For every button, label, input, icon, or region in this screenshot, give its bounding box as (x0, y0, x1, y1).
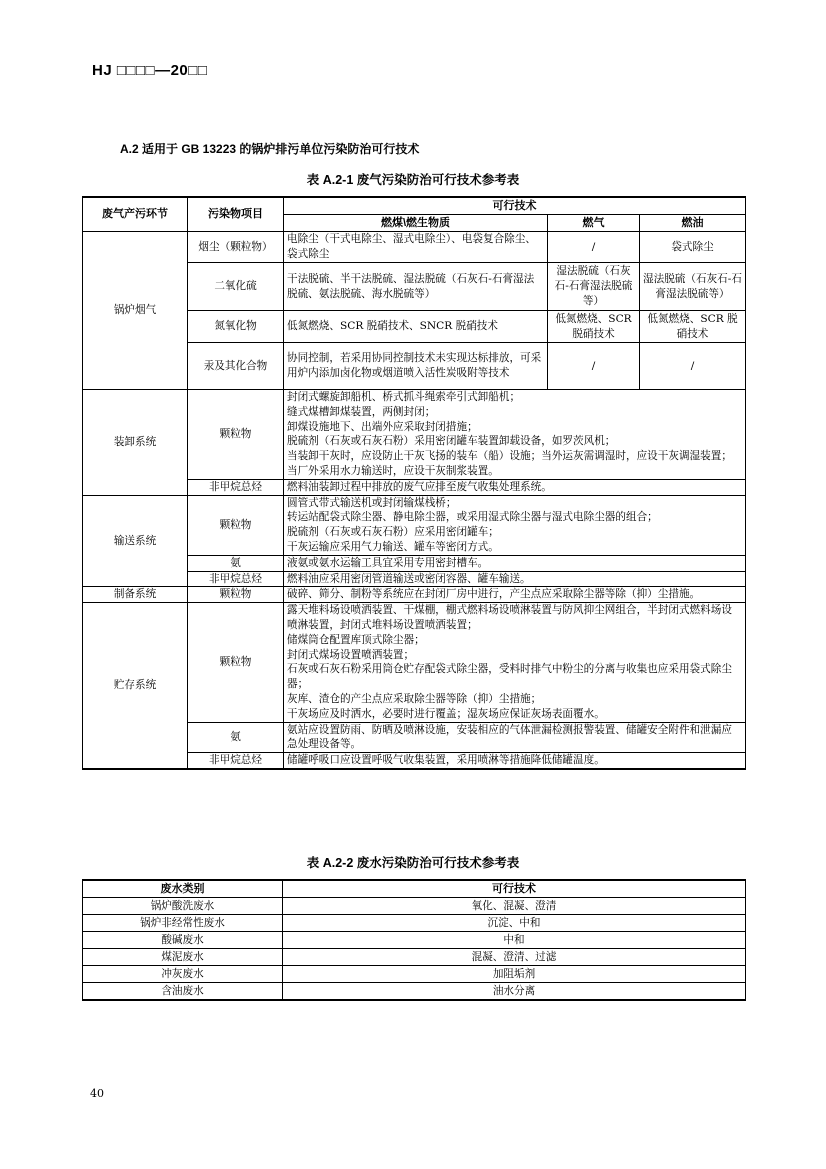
storage-nmhc-tech: 储罐呼吸口应设置呼吸气收集装置，采用喷淋等措施降低储罐温度。 (284, 753, 746, 769)
page-number: 40 (90, 1087, 104, 1100)
table2-caption: 表 A.2-2 废水污染防治可行技术参考表 (306, 856, 520, 870)
storage-nh3-tech: 氨站应设置防雨、防晒及喷淋设施，安装相应的气体泄漏检测报警装置、储罐安全附件和泄漏应急处理设备等。 (284, 722, 746, 753)
transport-nh3-tech: 液氨或氨水运输工具宜采用专用密封槽车。 (284, 555, 746, 571)
tech-nox-coal: 低氮燃烧、SCR 脱硝技术、SNCR 脱硝技术 (284, 311, 548, 343)
transport-pm-line: 脱硫剂（石灰或石灰石粉）应采用密闭罐车； (287, 526, 499, 539)
storage-nmhc-pollutant: 非甲烷总烃 (188, 753, 284, 769)
storage-pm-pollutant: 颗粒物 (188, 603, 284, 722)
transport-nh3-pollutant: 氨 (188, 555, 284, 571)
group-loading: 装卸系统 (83, 390, 188, 496)
transport-pm-line: 转运站配袋式除尘器、静电除尘器，或采用湿式除尘器与湿式电除尘器的组合； (287, 511, 658, 524)
transport-pm-line: 干灰运输应采用气力输送、罐车等密闭方式。 (287, 540, 499, 553)
water-tech: 加阻垢剂 (283, 966, 746, 983)
storage-nh3-pollutant: 氨 (188, 722, 284, 753)
water-type: 锅炉非经常性废水 (83, 915, 283, 932)
group-storage: 贮存系统 (83, 603, 188, 769)
document-code-header: HJ □□□□—20□□ (92, 62, 208, 79)
water-type: 含油废水 (83, 983, 283, 1001)
group-boiler: 锅炉烟气 (83, 232, 188, 390)
loading-pm-pollutant: 颗粒物 (188, 390, 284, 480)
storage-pm-line: 露天堆料场设喷洒装置、干煤棚，棚式燃料场设喷淋装置与防风抑尘网组合，半封闭式燃料场设喷淋装置，封闭式堆料场设置喷洒装置； (287, 604, 732, 631)
pollutant-dust: 烟尘（颗粒物） (188, 232, 284, 263)
loading-nmhc-pollutant: 非甲烷总烃 (188, 479, 284, 495)
loading-nmhc-tech: 燃料油装卸过程中排放的废气应排至废气收集处理系统。 (284, 479, 746, 495)
transport-pm-pollutant: 颗粒物 (188, 495, 284, 555)
header-tech: 可行技术 (284, 197, 746, 215)
waste-water-tech-table (82, 879, 746, 1001)
header-oil: 燃油 (640, 215, 746, 232)
water-tech: 混凝、澄清、过滤 (283, 949, 746, 966)
storage-pm-line: 封闭式煤场设置喷洒装置； (287, 648, 415, 661)
header-coal: 燃煤\燃生物质 (284, 215, 548, 232)
pollutant-so2: 二氧化硫 (188, 263, 284, 311)
tech-nox-oil: 低氮燃烧、SCR 脱硝技术 (640, 311, 746, 343)
storage-pm-line: 灰库、渣仓的产尘点应采取除尘器等除（抑）尘措施； (287, 692, 542, 705)
tech-dust-coal: 电除尘（干式电除尘、湿式电除尘）、电袋复合除尘、袋式除尘 (284, 232, 548, 263)
pollutant-hg: 汞及其化合物 (188, 343, 284, 390)
group-transport: 输送系统 (83, 495, 188, 587)
pollutant-nox: 氮氧化物 (188, 311, 284, 343)
tech-so2-oil: 湿法脱硫（石灰石-石膏湿法脱硫等） (640, 263, 746, 311)
water-type: 酸碱废水 (83, 932, 283, 949)
tech-hg-gas: / (548, 343, 640, 390)
tech-nox-gas: 低氮燃烧、SCR 脱硝技术 (548, 311, 640, 343)
transport-nmhc-pollutant: 非甲烷总烃 (188, 571, 284, 587)
water-tech: 油水分离 (283, 983, 746, 1001)
loading-pm-line: 卸煤设施地下、出端外应采取封闭措施； (287, 420, 478, 433)
water-tech: 氧化、混凝、澄清 (283, 898, 746, 915)
group-prep: 制备系统 (83, 587, 188, 603)
tech-dust-oil: 袋式除尘 (640, 232, 746, 263)
transport-nmhc-tech: 燃料油应采用密闭管道输送或密闭容器、罐车输送。 (284, 571, 746, 587)
transport-pm-tech (284, 495, 746, 555)
tech-dust-gas: / (548, 232, 640, 263)
storage-pm-line: 石灰或石灰石粉采用筒仓贮存配袋式除尘器，受料时排气中粉尘的分离与收集也应采用袋式除尘器； (287, 663, 732, 691)
loading-pm-line: 当装卸干灰时，应设防止干灰飞扬的装车（船）设施；当外运灰需调湿时，应设干灰调湿装置；当厂外采用水力输送时，应设干灰制浆装置。 (287, 450, 732, 477)
header-water-type: 废水类别 (83, 880, 283, 898)
storage-pm-tech (284, 603, 746, 722)
tech-so2-coal: 干法脱硫、半干法脱硫、湿法脱硫（石灰石-石膏湿法脱硫、氨法脱硫、海水脱硫等） (284, 263, 548, 311)
header-pollutant: 污染物项目 (188, 197, 284, 232)
tech-hg-oil: / (640, 343, 746, 390)
tech-hg-coal: 协同控制，若采用协同控制技术未实现达标排放，可采用炉内添加卤化物或烟道喷入活性炭吸附等技术 (284, 343, 548, 390)
prep-pm-tech: 破碎、筛分、制粉等系统应在封闭厂房中进行，产尘点应采取除尘器等除（抑）尘措施。 (284, 587, 746, 603)
water-type: 冲灰废水 (83, 966, 283, 983)
loading-pm-line: 缝式煤槽卸煤装置，两侧封闭； (287, 405, 436, 418)
water-type: 煤泥废水 (83, 949, 283, 966)
loading-pm-line: 脱硫剂（石灰或石灰石粉）采用密闭罐车装置卸载设备，如罗茨风机； (287, 435, 616, 448)
waste-gas-tech-table (82, 196, 746, 770)
storage-pm-line: 储煤筒仓配置库顶式除尘器； (287, 633, 425, 646)
loading-pm-tech (284, 390, 746, 480)
water-tech: 沉淀、中和 (283, 915, 746, 932)
prep-pm-pollutant: 颗粒物 (188, 587, 284, 603)
header-stage: 废气产污环节 (83, 197, 188, 232)
transport-pm-line: 圆管式带式输送机或封闭输煤栈桥； (287, 496, 457, 509)
header-gas: 燃气 (548, 215, 640, 232)
header-water-tech: 可行技术 (283, 880, 746, 898)
loading-pm-line: 封闭式螺旋卸船机、桥式抓斗绳索牵引式卸船机； (287, 391, 521, 403)
water-tech: 中和 (283, 932, 746, 949)
table1-caption: 表 A.2-1 废气污染防治可行技术参考表 (306, 173, 520, 187)
tech-so2-gas: 湿法脱硫（石灰石-石膏湿法脱硫等） (548, 263, 640, 311)
storage-pm-line: 干灰场应及时洒水，必要时进行覆盖；湿灰场应保证灰场表面覆水。 (287, 707, 605, 720)
water-type: 锅炉酸洗废水 (83, 898, 283, 915)
section-title: A.2 适用于 GB 13223 的锅炉排污单位污染防治可行技术 (120, 142, 420, 156)
